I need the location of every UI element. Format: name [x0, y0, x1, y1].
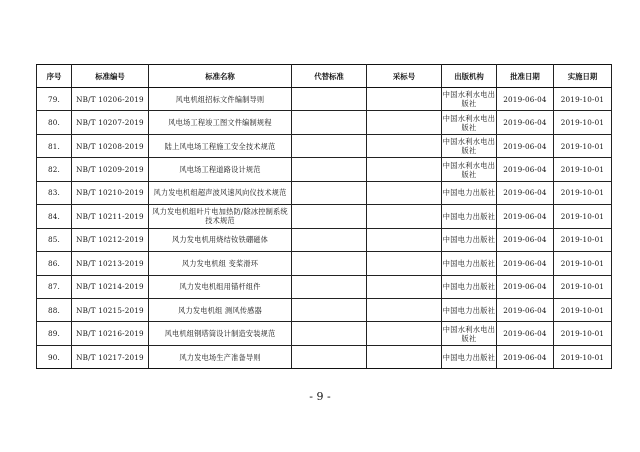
cell-code: NB/T 10216-2019: [72, 322, 149, 345]
cell-publisher: 中国电力出版社: [442, 205, 497, 228]
cell-impl-date: 2019-10-01: [554, 205, 612, 228]
cell-adopt: [367, 228, 442, 251]
cell-name: 风电场工程道路设计规范: [149, 158, 292, 181]
cell-code: NB/T 10212-2019: [72, 228, 149, 251]
cell-code: NB/T 10208-2019: [72, 134, 149, 157]
cell-publisher: 中国水利水电出版社: [442, 88, 497, 111]
cell-replace: [292, 275, 367, 298]
cell-approve-date: 2019-06-04: [497, 205, 554, 228]
cell-replace: [292, 181, 367, 204]
table-row: [37, 134, 612, 157]
cell-approve-date: 2019-06-04: [497, 228, 554, 251]
cell-name: 风力发电机组超声波风速风向仪技术规范: [149, 181, 292, 204]
cell-publisher: 中国水利水电出版社: [442, 322, 497, 345]
cell-publisher: 中国水利水电出版社: [442, 134, 497, 157]
cell-impl-date: 2019-10-01: [554, 298, 612, 321]
cell-code: NB/T 10207-2019: [72, 111, 149, 134]
cell-replace: [292, 88, 367, 111]
table-row: [37, 111, 612, 134]
cell-approve-date: 2019-06-04: [497, 345, 554, 368]
cell-name: 风电场工程竣工图文件编制规程: [149, 111, 292, 134]
cell-replace: [292, 134, 367, 157]
cell-publisher: 中国电力出版社: [442, 345, 497, 368]
cell-name: 风力发电机组 变桨滑环: [149, 252, 292, 275]
cell-name: 风电机组招标文件编制导则: [149, 88, 292, 111]
cell-impl-date: 2019-10-01: [554, 322, 612, 345]
cell-impl-date: 2019-10-01: [554, 88, 612, 111]
cell-name: 风力发电机组叶片电加热防/除冰控制系统技术规范: [149, 205, 292, 228]
cell-seq: 83.: [37, 181, 72, 204]
header-replace: 代替标准: [292, 65, 367, 88]
cell-approve-date: 2019-06-04: [497, 111, 554, 134]
cell-seq: 85.: [37, 228, 72, 251]
table-row: [37, 181, 612, 204]
cell-name: 陆上风电场工程施工安全技术规范: [149, 134, 292, 157]
header-code: 标准编号: [72, 65, 149, 88]
cell-code: NB/T 10215-2019: [72, 298, 149, 321]
cell-seq: 86.: [37, 252, 72, 275]
table-row: [37, 228, 612, 251]
cell-publisher: 中国电力出版社: [442, 275, 497, 298]
cell-adopt: [367, 275, 442, 298]
table-header-row: [37, 65, 612, 88]
cell-approve-date: 2019-06-04: [497, 134, 554, 157]
header-name: 标准名称: [149, 65, 292, 88]
cell-replace: [292, 298, 367, 321]
cell-replace: [292, 111, 367, 134]
cell-approve-date: 2019-06-04: [497, 298, 554, 321]
cell-adopt: [367, 158, 442, 181]
cell-replace: [292, 322, 367, 345]
cell-approve-date: 2019-06-04: [497, 181, 554, 204]
table-row: [37, 158, 612, 181]
header-impl-date: 实施日期: [554, 65, 612, 88]
cell-code: NB/T 10211-2019: [72, 205, 149, 228]
cell-adopt: [367, 345, 442, 368]
cell-name: 风力发电机用烧结钕铁硼磁体: [149, 228, 292, 251]
cell-approve-date: 2019-06-04: [497, 158, 554, 181]
cell-seq: 89.: [37, 322, 72, 345]
cell-seq: 81.: [37, 134, 72, 157]
cell-replace: [292, 252, 367, 275]
cell-approve-date: 2019-06-04: [497, 275, 554, 298]
cell-name: 风电机组钢塔筒设计制造安装规范: [149, 322, 292, 345]
cell-seq: 80.: [37, 111, 72, 134]
cell-publisher: 中国水利水电出版社: [442, 111, 497, 134]
cell-impl-date: 2019-10-01: [554, 345, 612, 368]
cell-seq: 82.: [37, 158, 72, 181]
cell-code: NB/T 10206-2019: [72, 88, 149, 111]
cell-adopt: [367, 88, 442, 111]
cell-impl-date: 2019-10-01: [554, 181, 612, 204]
cell-code: NB/T 10217-2019: [72, 345, 149, 368]
cell-publisher: 中国电力出版社: [442, 252, 497, 275]
cell-name: 风力发电机组 测风传感器: [149, 298, 292, 321]
cell-impl-date: 2019-10-01: [554, 228, 612, 251]
table-row: [37, 322, 612, 345]
cell-publisher: 中国电力出版社: [442, 181, 497, 204]
cell-impl-date: 2019-10-01: [554, 134, 612, 157]
header-seq: 序号: [37, 65, 72, 88]
cell-impl-date: 2019-10-01: [554, 111, 612, 134]
cell-seq: 88.: [37, 298, 72, 321]
cell-seq: 84.: [37, 205, 72, 228]
cell-approve-date: 2019-06-04: [497, 322, 554, 345]
cell-name: 风力发电机组用锚杆组件: [149, 275, 292, 298]
header-publisher: 出版机构: [442, 65, 497, 88]
cell-code: NB/T 10210-2019: [72, 181, 149, 204]
cell-replace: [292, 228, 367, 251]
table-row: [37, 205, 612, 228]
cell-impl-date: 2019-10-01: [554, 252, 612, 275]
cell-adopt: [367, 205, 442, 228]
cell-adopt: [367, 322, 442, 345]
cell-code: NB/T 10213-2019: [72, 252, 149, 275]
cell-publisher: 中国水利水电出版社: [442, 158, 497, 181]
cell-seq: 90.: [37, 345, 72, 368]
cell-approve-date: 2019-06-04: [497, 252, 554, 275]
cell-adopt: [367, 111, 442, 134]
header-adopt: 采标号: [367, 65, 442, 88]
cell-adopt: [367, 181, 442, 204]
cell-adopt: [367, 134, 442, 157]
header-approve-date: 批准日期: [497, 65, 554, 88]
table-row: [37, 88, 612, 111]
table-row: [37, 252, 612, 275]
cell-replace: [292, 345, 367, 368]
cell-impl-date: 2019-10-01: [554, 158, 612, 181]
cell-seq: 87.: [37, 275, 72, 298]
cell-adopt: [367, 298, 442, 321]
cell-name: 风力发电场生产准备导则: [149, 345, 292, 368]
cell-code: NB/T 10214-2019: [72, 275, 149, 298]
cell-impl-date: 2019-10-01: [554, 275, 612, 298]
cell-adopt: [367, 252, 442, 275]
cell-approve-date: 2019-06-04: [497, 88, 554, 111]
cell-publisher: 中国电力出版社: [442, 228, 497, 251]
standards-table: [36, 64, 612, 369]
table-row: [37, 298, 612, 321]
page-number: - 9 -: [309, 390, 331, 403]
cell-replace: [292, 205, 367, 228]
table-row: [37, 345, 612, 368]
cell-seq: 79.: [37, 88, 72, 111]
table-row: [37, 275, 612, 298]
cell-publisher: 中国电力出版社: [442, 298, 497, 321]
cell-code: NB/T 10209-2019: [72, 158, 149, 181]
cell-replace: [292, 158, 367, 181]
